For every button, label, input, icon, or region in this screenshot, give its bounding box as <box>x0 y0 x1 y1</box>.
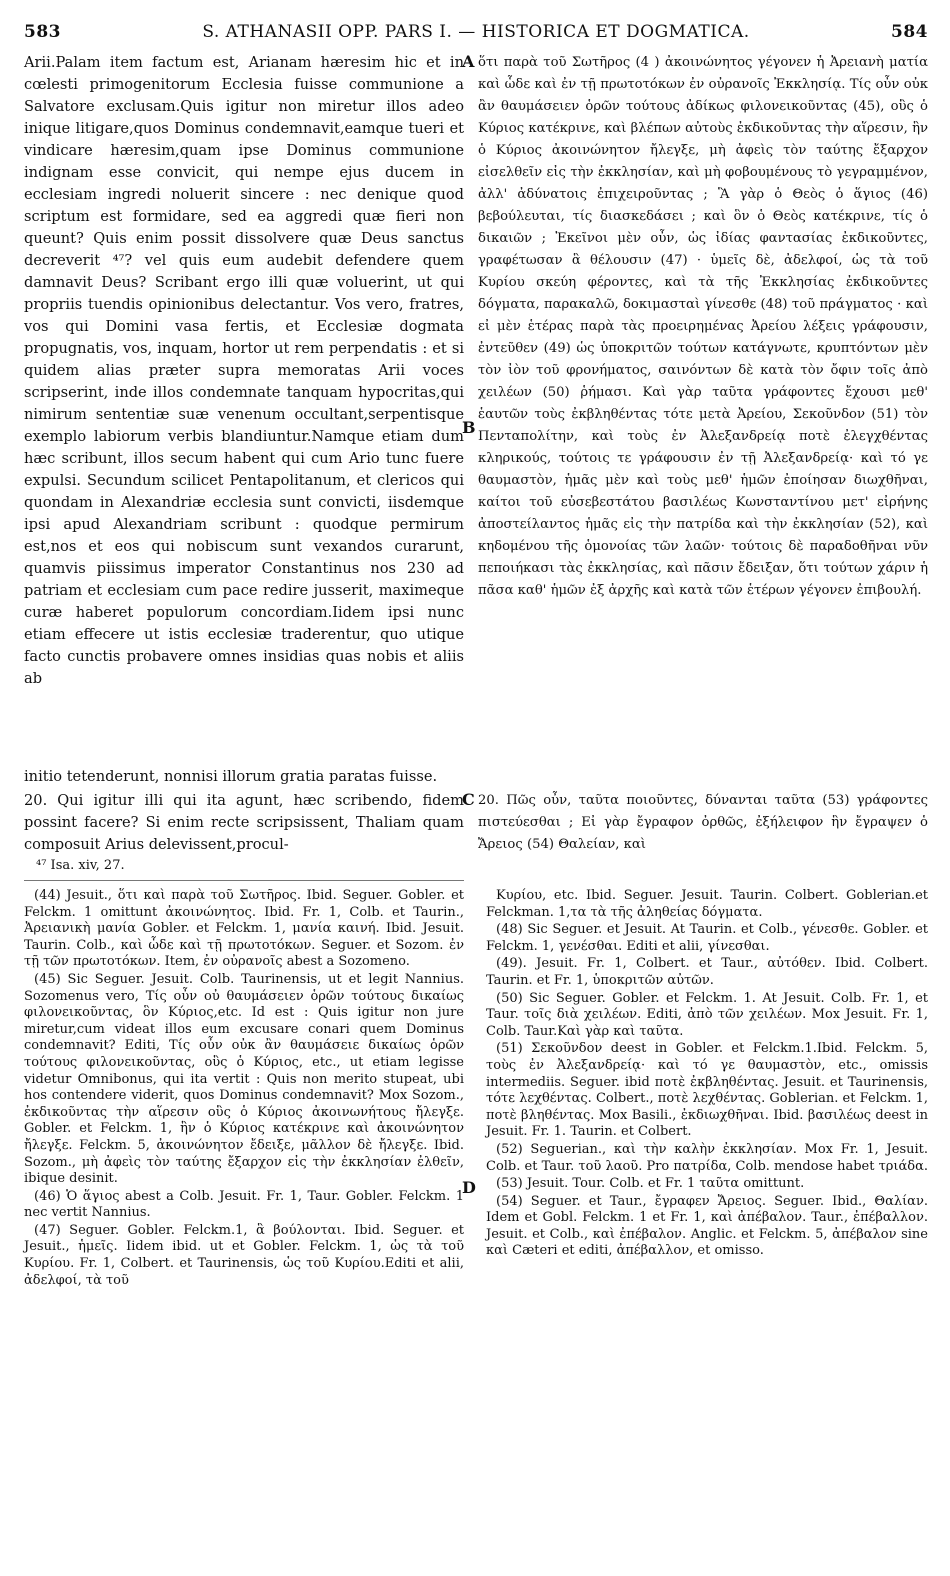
latin-paragraph: Arii.Palam item factum est, Arianam hæresim hic et in cœlesti primogenitorum Ecclesia fuisse communione a Salvatore exclusam.Quis igitur non miretur illos adeo inique litigare,quos Dominus condemnavit,eamque tueri et vindicare hæresim,quam ipse Dominus communione indignam esse convicit, qui nempe ejus ducem in ecclesiam ingredi noluerit sincere : nec denique quod scriptum est formidare, sed ea aggredi quæ fieri non queunt? Quis enim possit dissolvere quæ Deus sanctus decreverit ⁴⁷? vel quis eum audebit defendere quem damnavit Deus? Scribant ergo illi quæ voluerint, ut qui propriis tuendis opinionibus delectantur. Vos vero, fratres, vos qui Domini vasa fertis, et Ecclesiæ dogmata propugnatis, vos, inquam, hortor ut rem perpendatis : et si quidem alias præter supra memoratas Arii voces scripserint, inde illos condemnate tanquam hypocritas,qui nimirum sententiæ suæ venenum occultant,serpentisque exemplo labiorum verbis blandiuntur.Namque etiam dum hæc scribunt, illos secum habent qui cum Ario tunc fuere expulsi. Secundum scilicet Pentapolitanum, et clericos qui quondam in Alexandriæ ecclesia sunt convicti, iisdemque ipsi apud Alexandriam scribunt : quodque permirum est,nos et eos qui nobiscum sunt vexandos curarunt, quamvis piissimus imperator Constantinus nos 230 ad patriam et ecclesiam cum pace redire jusserit, maximeque curæ haberet populorum concordiam.Iidem ipsi nunc etiam effecere ut istis ecclesiæ traderentur, quo utique facto cunctis probavere omnes insidias quas nobis et aliis ab <box>24 54 464 687</box>
note-44: (44) Jesuit., ὅτι καὶ παρὰ τοῦ Σωτῆρος. Ibid. Seguer. Gobler. et Felckm. 1 omittunt ἀκοινώνητος. Ibid. Fr. 1, Colb. et Taurin., Ἀρειανικὴ μανία Gobler. et Felckm. 1, μανία καινή. Ibid. Jesuit. Taurin. Colb., καὶ ὧδε καὶ τῇ πρωτοτόκων. Seguer. et Sozom. ἐν τῇ τῶν πρωτοτόκων. Item, ἐν οὐρανοῖς abest a Sozomeno. <box>24 888 464 970</box>
notes-right-column <box>486 888 928 1261</box>
note-49: (49). Jesuit. Fr. 1, Colbert. et Taur., αὐτόθεν. Ibid. Colbert. Taurin. et Fr. 1, ὑποκριτῶν αὐτῶν. <box>486 956 928 988</box>
note-46: (46) Ὁ ἅγιος abest a Colb. Jesuit. Fr. 1, Taur. Gobler. Felckm. 1 nec vertit Nannius. <box>24 1188 464 1221</box>
section-marker-d: D <box>462 1178 476 1197</box>
note-51: (51) Σεκοῦνδον deest in Gobler. et Felckm.1.Ibid. Felckm. 5, τοὺς ἐν Ἀλεξανδρείᾳ· καὶ τό γε θαυμαστὸν, etc., omissis intermediis. Seguer. ibid ποτὲ ἐκβληθέντας. Jesuit. et Taurinensis, τότε λεχθέντας. Colbert., ποτὲ λεχθέντας. Goblerian. et Felckm. 1, ποτὲ βληθέντας. Mox Basili., ἐκδιωχθῆναι. Ibid. βασιλέως deest in Jesuit. Fr. 1. Taurin. et Colbert. <box>486 1041 928 1140</box>
page-number-left: 583 <box>24 22 61 42</box>
scripture-footnote: ⁴⁷ Isa. xiv, 27. <box>36 858 125 873</box>
wide-line: initio tetenderunt, nonnisi illorum gratia paratas fuisse. <box>24 768 438 785</box>
latin-section-20: 20. Qui igitur illi qui ita agunt, hæc scribendo, fidem possint facere? Si enim recte scripsissent, Thaliam quam composuit Arius delevissent,procul- <box>24 792 464 853</box>
note-53: (53) Jesuit. Tour. Colb. et Fr. 1 ταῦτα omittunt. <box>496 1176 805 1192</box>
note-54: (54) Seguer. et Taur., ἔγραφεν Ἄρειος. Seguer. Ibid., Θαλίαν. Idem et Gobl. Felckm. 1 et Fr. 1, καὶ ἀπέβαλον. Taur., ἐπέβαλλον. Jesuit. et Colb., καὶ ἐπέβαλον. Anglic. et Felckm. 5, ἀπέβαλον sine καὶ Cæteri et editi, ἀπέβαλλον, et omisso. <box>486 1193 928 1259</box>
section-marker-c: C <box>462 790 475 809</box>
note-52: (52) Seguerian., καὶ τὴν καλὴν ἐκκλησίαν. Mox Fr. 1, Jesuit. Colb. et Taur. τοῦ λαοῦ. Pro πατρίδα, Colb. mendose habet τριάδα. <box>486 1141 929 1174</box>
page-number-right: 584 <box>891 22 928 42</box>
note-50: (50) Sic Seguer. Gobler. et Felckm. 1. At Jesuit. Colb. Fr. 1, et Taur. τοῖς διὰ χειλέων. Editi, ἀπὸ τῶν χειλέων. Mox Jesuit. Fr. 1, Colb. Taur.Καὶ γὰρ καὶ ταῦτα. <box>486 990 928 1039</box>
latin-column <box>24 52 464 690</box>
notes-left-column <box>24 888 464 1290</box>
section-marker-a: A <box>462 52 475 71</box>
greek-column <box>478 52 928 602</box>
greek-section-20: 20. Πῶς οὖν, ταῦτα ποιοῦντες, δύνανται ταῦτα (53) γράφοντες πιστεύεσθαι ; Εἰ γὰρ ἔγραφον ὀρθῶς, ἐξήλειφον ἣν ἔγραψεν ὁ Ἄρειος (54) Θαλείαν, καὶ <box>478 793 928 852</box>
section-marker-b: B <box>462 418 476 437</box>
note-45: (45) Sic Seguer. Jesuit. Colb. Taurinensis, ut et legit Nannius. Sozomenus vero, Τίς οὖν οὐ θαυμάσειεν ὁρῶν τούτους δικαίως φιλονεικοῦντας, ὃν Κύριος,etc. Id est : Quis igitur non jure miretur,cum videat illos eum excusare conari quem Dominus condemnavit? Editi, Τίς οὖν οὐκ ἂν θαυμάσειε δικαίως ὁρῶν τούτους φιλονεικοῦντας, οὓς ὁ Κύριος, etc., ut etiam legisse videtur Omnibonus, qui ita vertit : Quis non merito stupeat, ubi hos contendere viderit, quos Dominus condemnavit? Mox Sozom., ἐκδικοῦντας τὴν αἵρεσιν οὓς ὁ Κύριος ἀκοινωνήτους ἤλεγξε. Gobler. et Felckm. 1, ἣν ὁ Κύριος κατέκρινε καὶ ἀκοινώνητον ἤλεγξε. Felckm. 5, ἀκοινώνητον ἔδειξε, μᾶλλον δὲ ἤλεγξε. Ibid. Sozom., μὴ ἀφεὶς τὸν ταύτης ἔξαρχον εἰς τὴν ἐκκλησίαν ἐλθεῖν, ibique desinit. <box>24 971 464 1187</box>
note-47-cont: Κυρίου, etc. Ibid. Seguer. Jesuit. Taurin. Colbert. Goblerian.et Felckman. 1,τα τὰ τῆς ἀληθείας δόγματα. <box>486 888 928 920</box>
greek-paragraph: ὅτι παρὰ τοῦ Σωτῆρος (4 ) ἀκοινώνητος γέγονεν ἡ Ἀρειανὴ ματία καὶ ὧδε καὶ ἐν τῇ πρωτοτόκων ἐν οὐρανοῖς Ἐκκλησίᾳ. Τίς οὖν οὐκ ἂν θαυμάσειεν ὁρῶν τούτους ἀδίκως φιλονεικοῦντας (45), οὓς ὁ Κύριος κατέκρινε, καὶ βλέπων αὐτοὺς ἐκδικοῦντας τὴν αἵρεσιν, ἣν ὁ Κύριος ἀκοινώνητον ἤλεγξε, μὴ ἀφεὶς τὸν ταύτης ἔξαρχον εἰσελθεῖν εἰς τὴν ἐκκλησίαν, καὶ μὴ φοβουμένους τὸ γεγραμμένον, ἀλλ' ἀδύνατοις ἐπιχειροῦντας ; Ἃ γὰρ ὁ Θεὸς ὁ ἅγιος (46) βεβούλευται, τίς διασκεδάσει ; καὶ ὃν ὁ Θεὸς κατέκρινε, τίς ὁ δικαιῶν ; Ἐκεῖνοι μὲν οὖν, ὡς ἰδίας φαντασίας ἐκδικοῦντες, γραφέτωσαν ἃ θέλουσιν (47) · ὑμεῖς δὲ, ἀδελφοί, ὡς τὰ τοῦ Κυρίου σκεύη φέροντες, καὶ τὰ τῆς Ἐκκλησίας ἐκδικοῦντες δόγματα, παρακαλῶ, δοκιμασταὶ γίνεσθε (48) τοῦ πράγματος · καὶ εἰ μὲν ἑτέρας παρὰ τὰς προειρημένας Ἀρείου λέξεις γράφουσιν, ἐντεῦθεν (49) ὡς ὑποκριτῶν τούτων κατάγνωτε, κρυπτόντων μὲν τὸν ἰὸν τοῦ φρονήματος, σαινόντων δὲ κατὰ τὸν ὄφιν τοῖς ἀπὸ χειλέων (50) ῥήμασι. Καὶ γὰρ ταῦτα γράφοντες ἔχουσι μεθ' ἑαυτῶν τοὺς ἐκβληθέντας τότε μετὰ Ἀρείου, Σεκοῦνδον (51) τὸν Πενταπολίτην, καὶ τοὺς ἐν Ἀλεξανδρείᾳ ποτὲ ἐλεγχθέντας κληρικούς, τούτοις τε γράφουσιν ἐν τῇ Ἀλεξανδρείᾳ· καὶ τό γε θαυμαστὸν, ἡμᾶς μὲν καὶ τοὺς μεθ' ἡμῶν ἐποίησαν διωχθῆναι, καίτοι τοῦ εὐσεβεστάτου βασιλέως Κωνσταντίνου μετ' εἰρήνης ἀποστείλαντος ἡμᾶς εἰς τὴν πατρίδα καὶ τὴν ἐκκλησίαν (52), καὶ κηδομένου τῆς ὁμονοίας τῶν λαῶν· τούτοις δὲ παραδοθῆναι νῦν πεποιήκασι τὰς ἐκκλησίας, καὶ πᾶσιν ἔδειξαν, ὅτι τούτων χάριν ἡ πᾶσα καθ' ἡμῶν ἐξ ἀρχῆς καὶ κατὰ τῶν ἑτέρων γέγονεν ἐπιβουλή. <box>478 55 928 598</box>
page-header <box>24 18 928 48</box>
note-47: (47) Seguer. Gobler. Felckm.1, ἃ βούλονται. Ibid. Seguer. et Jesuit., ἡμεῖς. Iidem ibid. ut et Gobler. Felckm. 1, ὡς τὰ τοῦ Κυρίου. Fr. 1, Colbert. et Taurinensis, ὡς τοῦ Κυρίου.Editi et alii, ἀδελφοί, τὰ τοῦ <box>24 1222 464 1288</box>
footnote-divider <box>24 880 464 881</box>
running-title: S. ATHANASII OPP. PARS I. — HISTORICA ET DOGMATICA. <box>202 22 750 42</box>
note-48: (48) Sic Seguer. et Jesuit. At Taurin. et Colb., γένεσθε. Gobler. et Felckm. 1, γενέσθαι. Editi et alii, γίνεσθαι. <box>486 922 928 954</box>
